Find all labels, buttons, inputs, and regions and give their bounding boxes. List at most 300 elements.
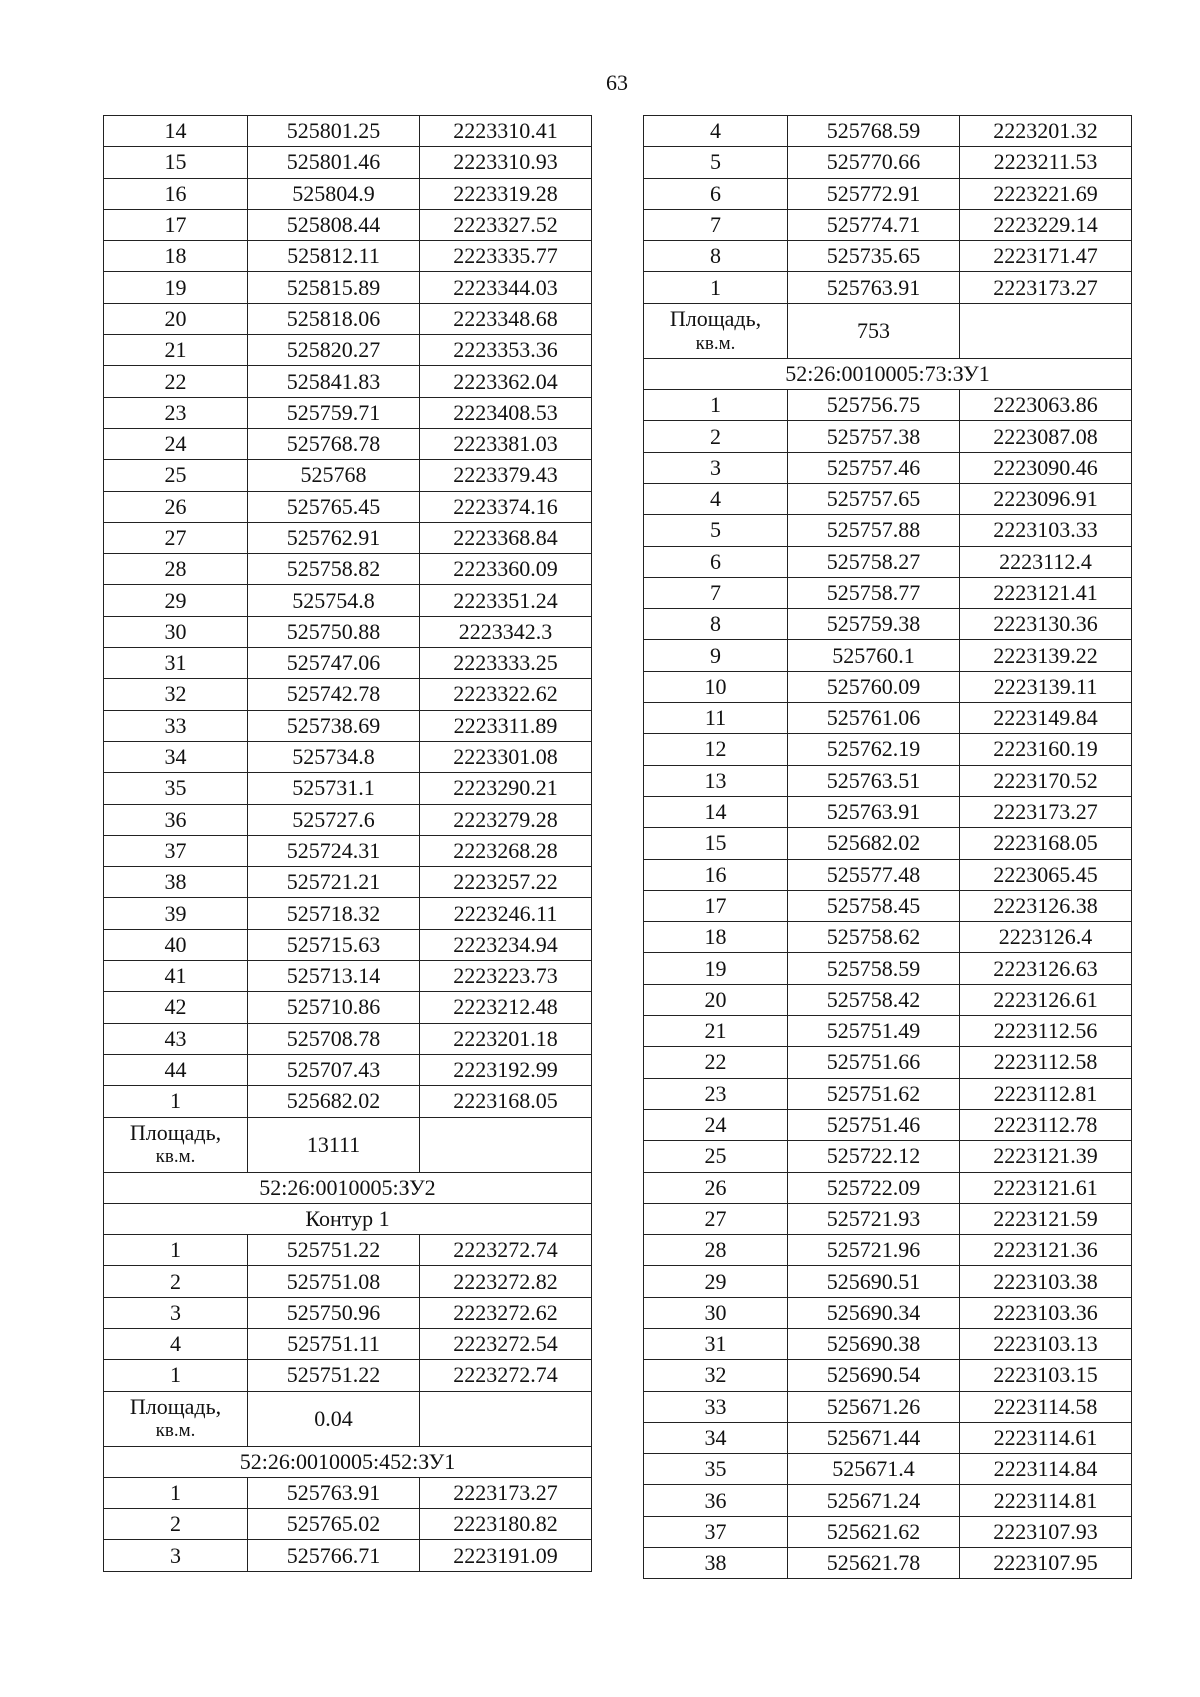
- table-row: [104, 898, 592, 929]
- table-row: [104, 1509, 592, 1540]
- cadastral-number: 52:26:0010005:ЗУ2: [104, 1172, 592, 1203]
- table-row: [644, 1297, 1132, 1328]
- table-row: [644, 1266, 1132, 1297]
- coord-x: 525763.91: [788, 796, 960, 827]
- coord-y: 2223360.09: [420, 554, 592, 585]
- table-row: [104, 303, 592, 334]
- coord-y: 2223322.62: [420, 679, 592, 710]
- coord-y: 2223279.28: [420, 804, 592, 835]
- point-number: 34: [104, 741, 248, 772]
- area-empty-cell: [960, 303, 1132, 358]
- coord-x: 525727.6: [248, 804, 420, 835]
- coord-y: 2223272.74: [420, 1235, 592, 1266]
- point-number: 20: [104, 303, 248, 334]
- coord-y: 2223381.03: [420, 428, 592, 459]
- point-number: 15: [104, 147, 248, 178]
- table-row: [644, 421, 1132, 452]
- table-row: [104, 1540, 592, 1571]
- point-number: 35: [104, 773, 248, 804]
- coord-x: 525762.91: [248, 522, 420, 553]
- table-row: [104, 1297, 592, 1328]
- table-row: [104, 1023, 592, 1054]
- coord-x: 525766.71: [248, 1540, 420, 1571]
- table-row: [104, 585, 592, 616]
- area-label-line1: Площадь,: [129, 1393, 222, 1419]
- coord-y: 2223272.54: [420, 1328, 592, 1359]
- point-number: 28: [104, 554, 248, 585]
- table-row: [644, 953, 1132, 984]
- section-title-row: [644, 358, 1132, 389]
- point-number: 25: [644, 1141, 788, 1172]
- point-number: 41: [104, 961, 248, 992]
- coord-y: 2223107.93: [960, 1516, 1132, 1547]
- coord-y: 2223121.41: [960, 577, 1132, 608]
- coord-y: 2223107.95: [960, 1548, 1132, 1579]
- point-number: 38: [104, 867, 248, 898]
- coord-x: 525751.66: [788, 1047, 960, 1078]
- coord-x: 525808.44: [248, 209, 420, 240]
- coord-x: 525758.59: [788, 953, 960, 984]
- point-number: 3: [644, 452, 788, 483]
- coord-y: 2223112.4: [960, 546, 1132, 577]
- coord-x: 525708.78: [248, 1023, 420, 1054]
- coordinates-table-left: [103, 115, 592, 1572]
- table-row: [104, 773, 592, 804]
- point-number: 1: [644, 272, 788, 303]
- area-row: [644, 303, 1132, 358]
- coord-x: 525760.1: [788, 640, 960, 671]
- coord-x: 525731.1: [248, 773, 420, 804]
- coord-y: 2223272.62: [420, 1297, 592, 1328]
- table-row: [644, 609, 1132, 640]
- contour-title: Контур 1: [104, 1203, 592, 1234]
- point-number: 40: [104, 929, 248, 960]
- coord-x: 525577.48: [788, 859, 960, 890]
- point-number: 5: [644, 515, 788, 546]
- coord-y: 2223103.13: [960, 1328, 1132, 1359]
- coord-y: 2223139.22: [960, 640, 1132, 671]
- table-row: [104, 710, 592, 741]
- coord-y: 2223160.19: [960, 734, 1132, 765]
- area-label-line1: Площадь,: [129, 1119, 222, 1145]
- cadastral-number: 52:26:0010005:73:ЗУ1: [644, 358, 1132, 389]
- point-number: 39: [104, 898, 248, 929]
- point-number: 29: [104, 585, 248, 616]
- coord-y: 2223114.58: [960, 1391, 1132, 1422]
- table-row: [644, 1422, 1132, 1453]
- table-row: [104, 241, 592, 272]
- point-number: 7: [644, 577, 788, 608]
- section-title-row: [104, 1446, 592, 1477]
- coord-y: 2223130.36: [960, 609, 1132, 640]
- coord-y: 2223112.56: [960, 1016, 1132, 1047]
- coord-y: 2223170.52: [960, 765, 1132, 796]
- table-row: [104, 272, 592, 303]
- coord-x: 525750.88: [248, 616, 420, 647]
- table-row: [644, 1016, 1132, 1047]
- coord-y: 2223121.39: [960, 1141, 1132, 1172]
- coord-x: 525772.91: [788, 178, 960, 209]
- coord-y: 2223126.38: [960, 890, 1132, 921]
- table-row: [644, 483, 1132, 514]
- coord-x: 525742.78: [248, 679, 420, 710]
- table-row: [104, 1086, 592, 1117]
- coord-y: 2223171.47: [960, 241, 1132, 272]
- table-row: [644, 859, 1132, 890]
- coord-x: 525841.83: [248, 366, 420, 397]
- coord-x: 525768.78: [248, 428, 420, 459]
- area-row: [104, 1117, 592, 1172]
- coord-x: 525757.88: [788, 515, 960, 546]
- coord-x: 525671.26: [788, 1391, 960, 1422]
- point-number: 37: [104, 835, 248, 866]
- table-row: [644, 1548, 1132, 1579]
- coord-x: 525621.62: [788, 1516, 960, 1547]
- table-row: [644, 1391, 1132, 1422]
- coord-y: 2223139.11: [960, 671, 1132, 702]
- table-row: [104, 1235, 592, 1266]
- point-number: 8: [644, 609, 788, 640]
- coord-x: 525751.11: [248, 1328, 420, 1359]
- point-number: 16: [104, 178, 248, 209]
- point-number: 21: [104, 335, 248, 366]
- point-number: 43: [104, 1023, 248, 1054]
- point-number: 32: [104, 679, 248, 710]
- coord-x: 525754.8: [248, 585, 420, 616]
- coord-y: 2223114.61: [960, 1422, 1132, 1453]
- coord-y: 2223353.36: [420, 335, 592, 366]
- coord-y: 2223103.38: [960, 1266, 1132, 1297]
- coordinates-table-right: [643, 115, 1132, 1579]
- table-row: [104, 460, 592, 491]
- coord-x: 525724.31: [248, 835, 420, 866]
- coord-x: 525758.45: [788, 890, 960, 921]
- point-number: 32: [644, 1360, 788, 1391]
- point-number: 26: [644, 1172, 788, 1203]
- table-row: [644, 546, 1132, 577]
- coord-x: 525801.25: [248, 116, 420, 147]
- point-number: 9: [644, 640, 788, 671]
- table-row: [104, 397, 592, 428]
- coord-x: 525671.4: [788, 1454, 960, 1485]
- coord-x: 525757.46: [788, 452, 960, 483]
- coord-x: 525756.75: [788, 390, 960, 421]
- coord-y: 2223126.63: [960, 953, 1132, 984]
- table-row: [644, 1172, 1132, 1203]
- area-value: 0.04: [248, 1391, 420, 1446]
- table-row: [104, 835, 592, 866]
- coord-x: 525690.38: [788, 1328, 960, 1359]
- table-row: [644, 116, 1132, 147]
- area-value: 753: [788, 303, 960, 358]
- coord-x: 525763.91: [248, 1477, 420, 1508]
- coord-x: 525751.62: [788, 1078, 960, 1109]
- table-row: [644, 890, 1132, 921]
- point-number: 10: [644, 671, 788, 702]
- point-number: 16: [644, 859, 788, 890]
- point-number: 33: [104, 710, 248, 741]
- table-row: [644, 1454, 1132, 1485]
- coord-x: 525751.46: [788, 1109, 960, 1140]
- coord-x: 525735.65: [788, 241, 960, 272]
- table-row: [644, 1203, 1132, 1234]
- table-row: [104, 147, 592, 178]
- table-row: [104, 1054, 592, 1085]
- coord-y: 2223126.61: [960, 984, 1132, 1015]
- point-number: 21: [644, 1016, 788, 1047]
- coord-y: 2223272.74: [420, 1360, 592, 1391]
- coord-x: 525758.82: [248, 554, 420, 585]
- coord-x: 525690.51: [788, 1266, 960, 1297]
- coord-x: 525690.54: [788, 1360, 960, 1391]
- coord-x: 525722.09: [788, 1172, 960, 1203]
- coord-x: 525757.65: [788, 483, 960, 514]
- table-row: [104, 554, 592, 585]
- point-number: 23: [104, 397, 248, 428]
- coord-y: 2223201.32: [960, 116, 1132, 147]
- point-number: 2: [104, 1266, 248, 1297]
- point-number: 1: [104, 1360, 248, 1391]
- coord-y: 2223191.09: [420, 1540, 592, 1571]
- coord-x: 525815.89: [248, 272, 420, 303]
- coord-x: 525758.62: [788, 922, 960, 953]
- table-row: [644, 671, 1132, 702]
- table-row: [104, 178, 592, 209]
- coord-y: 2223310.93: [420, 147, 592, 178]
- point-number: 3: [104, 1540, 248, 1571]
- coord-y: 2223121.61: [960, 1172, 1132, 1203]
- coord-y: 2223257.22: [420, 867, 592, 898]
- coord-y: 2223368.84: [420, 522, 592, 553]
- table-row: [104, 648, 592, 679]
- table-row: [104, 1360, 592, 1391]
- table-row: [644, 1485, 1132, 1516]
- point-number: 6: [644, 178, 788, 209]
- coord-x: 525750.96: [248, 1297, 420, 1328]
- coord-y: 2223272.82: [420, 1266, 592, 1297]
- cadastral-number: 52:26:0010005:452:ЗУ1: [104, 1446, 592, 1477]
- coord-y: 2223335.77: [420, 241, 592, 272]
- table-row: [644, 1235, 1132, 1266]
- table-row: [644, 452, 1132, 483]
- coord-y: 2223103.33: [960, 515, 1132, 546]
- coord-y: 2223221.69: [960, 178, 1132, 209]
- coord-x: 525801.46: [248, 147, 420, 178]
- coord-x: 525804.9: [248, 178, 420, 209]
- table-row: [644, 796, 1132, 827]
- table-row: [644, 703, 1132, 734]
- coord-y: 2223112.78: [960, 1109, 1132, 1140]
- coord-y: 2223112.58: [960, 1047, 1132, 1078]
- point-number: 1: [104, 1086, 248, 1117]
- coord-y: 2223342.3: [420, 616, 592, 647]
- coord-y: 2223065.45: [960, 859, 1132, 890]
- coord-y: 2223121.36: [960, 1235, 1132, 1266]
- coord-y: 2223351.24: [420, 585, 592, 616]
- point-number: 13: [644, 765, 788, 796]
- coord-x: 525751.49: [788, 1016, 960, 1047]
- coord-y: 2223229.14: [960, 209, 1132, 240]
- point-number: 19: [104, 272, 248, 303]
- point-number: 3: [104, 1297, 248, 1328]
- point-number: 38: [644, 1548, 788, 1579]
- table-row: [104, 335, 592, 366]
- point-number: 14: [644, 796, 788, 827]
- contour-title-row: [104, 1203, 592, 1234]
- point-number: 2: [104, 1509, 248, 1540]
- coord-y: 2223379.43: [420, 460, 592, 491]
- coord-x: 525812.11: [248, 241, 420, 272]
- table-row: [644, 640, 1132, 671]
- coord-x: 525757.38: [788, 421, 960, 452]
- table-row: [104, 867, 592, 898]
- table-row: [644, 1360, 1132, 1391]
- table-row: [644, 765, 1132, 796]
- table-row: [104, 1266, 592, 1297]
- coord-x: 525818.06: [248, 303, 420, 334]
- table-row: [104, 1328, 592, 1359]
- coord-x: 525751.08: [248, 1266, 420, 1297]
- coord-y: 2223149.84: [960, 703, 1132, 734]
- area-empty-cell: [420, 1117, 592, 1172]
- point-number: 5: [644, 147, 788, 178]
- point-number: 22: [644, 1047, 788, 1078]
- coord-y: 2223223.73: [420, 961, 592, 992]
- table-row: [104, 616, 592, 647]
- point-number: 4: [104, 1328, 248, 1359]
- point-number: 6: [644, 546, 788, 577]
- point-number: 34: [644, 1422, 788, 1453]
- coord-y: 2223408.53: [420, 397, 592, 428]
- point-number: 35: [644, 1454, 788, 1485]
- point-number: 4: [644, 483, 788, 514]
- coord-x: 525718.32: [248, 898, 420, 929]
- coord-x: 525758.42: [788, 984, 960, 1015]
- coord-x: 525721.21: [248, 867, 420, 898]
- coord-y: 2223063.86: [960, 390, 1132, 421]
- table-row: [644, 1109, 1132, 1140]
- coord-x: 525759.38: [788, 609, 960, 640]
- coord-x: 525761.06: [788, 703, 960, 734]
- point-number: 11: [644, 703, 788, 734]
- coord-x: 525713.14: [248, 961, 420, 992]
- point-number: 1: [644, 390, 788, 421]
- point-number: 27: [104, 522, 248, 553]
- coord-x: 525758.77: [788, 577, 960, 608]
- coord-x: 525682.02: [248, 1086, 420, 1117]
- point-number: 33: [644, 1391, 788, 1422]
- table-row: [104, 929, 592, 960]
- point-number: 7: [644, 209, 788, 240]
- table-row: [644, 984, 1132, 1015]
- table-row: [644, 178, 1132, 209]
- coord-x: 525760.09: [788, 671, 960, 702]
- point-number: 30: [644, 1297, 788, 1328]
- coord-y: 2223090.46: [960, 452, 1132, 483]
- coord-y: 2223180.82: [420, 1509, 592, 1540]
- coord-x: 525682.02: [788, 828, 960, 859]
- coord-x: 525715.63: [248, 929, 420, 960]
- coord-x: 525763.51: [788, 765, 960, 796]
- area-row: [104, 1391, 592, 1446]
- point-number: 30: [104, 616, 248, 647]
- point-number: 29: [644, 1266, 788, 1297]
- point-number: 31: [644, 1328, 788, 1359]
- coord-y: 2223246.11: [420, 898, 592, 929]
- coord-x: 525763.91: [788, 272, 960, 303]
- coord-x: 525759.71: [248, 397, 420, 428]
- point-number: 42: [104, 992, 248, 1023]
- coord-x: 525671.24: [788, 1485, 960, 1516]
- table-row: [104, 366, 592, 397]
- area-label: [644, 303, 788, 358]
- table-row: [644, 515, 1132, 546]
- coord-y: 2223173.27: [960, 796, 1132, 827]
- area-label-line2: кв.м.: [155, 1146, 196, 1168]
- point-number: 19: [644, 953, 788, 984]
- coord-y: 2223319.28: [420, 178, 592, 209]
- coord-y: 2223112.81: [960, 1078, 1132, 1109]
- point-number: 22: [104, 366, 248, 397]
- coord-y: 2223114.81: [960, 1485, 1132, 1516]
- area-label-line2: кв.м.: [155, 1420, 196, 1442]
- coord-x: 525721.93: [788, 1203, 960, 1234]
- coord-y: 2223201.18: [420, 1023, 592, 1054]
- section-title-row: [104, 1172, 592, 1203]
- point-number: 17: [644, 890, 788, 921]
- table-row: [644, 272, 1132, 303]
- area-label-line1: Площадь,: [669, 306, 762, 332]
- table-row: [104, 116, 592, 147]
- coord-x: 525721.96: [788, 1235, 960, 1266]
- coord-x: 525707.43: [248, 1054, 420, 1085]
- coord-y: 2223087.08: [960, 421, 1132, 452]
- coord-y: 2223173.27: [420, 1477, 592, 1508]
- area-empty-cell: [420, 1391, 592, 1446]
- coord-x: 525820.27: [248, 335, 420, 366]
- coord-x: 525774.71: [788, 209, 960, 240]
- coord-y: 2223168.05: [420, 1086, 592, 1117]
- table-row: [104, 679, 592, 710]
- table-row: [644, 1141, 1132, 1172]
- point-number: 23: [644, 1078, 788, 1109]
- table-row: [104, 428, 592, 459]
- table-row: [104, 741, 592, 772]
- coord-x: 525765.45: [248, 491, 420, 522]
- coord-x: 525768: [248, 460, 420, 491]
- coord-y: 2223268.28: [420, 835, 592, 866]
- area-label: [104, 1117, 248, 1172]
- point-number: 25: [104, 460, 248, 491]
- coord-x: 525747.06: [248, 648, 420, 679]
- coord-y: 2223096.91: [960, 483, 1132, 514]
- coord-y: 2223333.25: [420, 648, 592, 679]
- area-value: 13111: [248, 1117, 420, 1172]
- coord-x: 525751.22: [248, 1360, 420, 1391]
- point-number: 1: [104, 1235, 248, 1266]
- coord-y: 2223121.59: [960, 1203, 1132, 1234]
- coord-x: 525758.27: [788, 546, 960, 577]
- coord-y: 2223212.48: [420, 992, 592, 1023]
- table-row: [644, 1516, 1132, 1547]
- coord-x: 525621.78: [788, 1548, 960, 1579]
- coord-x: 525722.12: [788, 1141, 960, 1172]
- coord-y: 2223290.21: [420, 773, 592, 804]
- coord-x: 525770.66: [788, 147, 960, 178]
- coord-x: 525671.44: [788, 1422, 960, 1453]
- point-number: 37: [644, 1516, 788, 1547]
- coord-x: 525751.22: [248, 1235, 420, 1266]
